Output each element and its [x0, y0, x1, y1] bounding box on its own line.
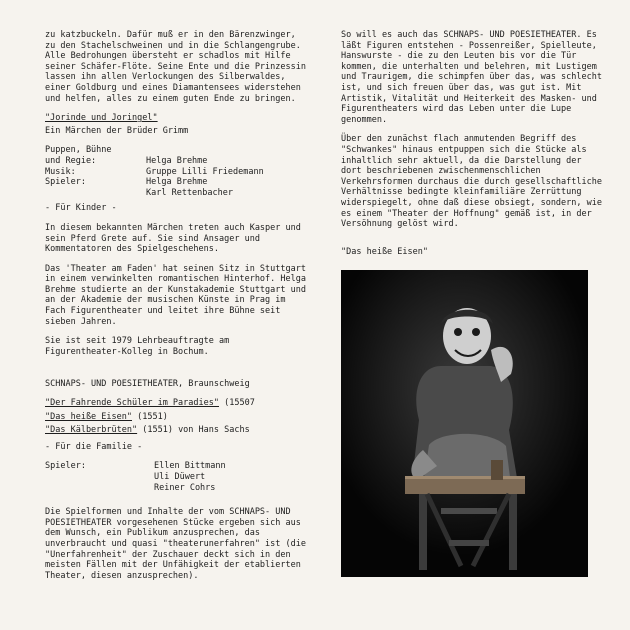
theatre2-description: Die Spielformen und Inhalte der vom SCHNAPS- UND POESIETHEATER vorgesehenen Stücke ergeben sich aus dem Wunsch, ein Publikum anzusprechen, das unverbraucht und quasi "theaterunerfahren" ist (die "Unerfahrenheit" der Zuschauer deckt sich in den meisten Fällen mit der Unfähigkeit der etablierten Theater, diesen anzusprechen).: [45, 507, 306, 581]
work-extra: (15507: [219, 398, 255, 409]
credit-value: Karl Rettenbacher: [146, 187, 233, 198]
credit-label: und Regie:: [45, 155, 97, 166]
credit-value: Ellen Bittmann: [154, 461, 226, 472]
left-column: [45, 30, 307, 590]
play-credits: [45, 145, 307, 198]
credit-label: [45, 483, 154, 494]
work-extra: (1551): [132, 411, 168, 422]
work-title: "Das heiße Eisen": [45, 411, 132, 422]
play-subtitle: Ein Märchen der Brüder Grimm: [45, 125, 189, 136]
credit-value: Helga Brehme: [146, 155, 208, 166]
intro-paragraph: zu katzbuckeln. Dafür muß er in den Bärenzwinger, zu den Stachelschweinen und in die Schlangengrube. Alle Bedrohungen übersteht er schadlos mit Hilfe seiner Schäfer-Flöte. Seine Ente und die Prinzessin lassen ihn allen Verlockungen des Silberwaldes, einer Goldburg und eines Diamantensees widerstehen und helfen, alles zu einem guten Ende zu bringen.: [45, 30, 306, 104]
credit-label: [45, 188, 146, 199]
family-note: - Für die Familie -: [45, 441, 143, 452]
audience-note: - Für Kinder -: [45, 203, 117, 214]
puppet-figure-image: [341, 270, 588, 577]
work-extra: (1551) von Hans Sachs: [137, 425, 250, 436]
right-paragraph-1: So will es auch das SCHNAPS- UND POESIETHEATER. Es läßt Figuren entstehen - Possenreißer, Spielleute, Hanswurste - die zu den Leuten bis vor die Tür kommen, die unterhalten und belehren, mit Lustigem und Traurigem, die schimpfen über das, was schlecht ist, und sich freuen über das, was gut ist. Mit Artistik, Vitalität und Heiterkeit des Masken- und Figurentheaters wird das Leben unter die Lupe genommen.: [341, 30, 602, 125]
credit-value: Gruppe Lilli Friedemann: [146, 166, 264, 177]
credit-label: Spieler:: [45, 177, 86, 188]
theatre-info: Das 'Theater am Faden' hat seinen Sitz in Stuttgart in einem verwinkelten romantischen Hinterhof. Helga Brehme studierte an der Kunstakademie Stuttgart und an der Akademie der musischen Künste in Prag im Fach Figurentheater und leitet ihre Bühne seit sieben Jahren.: [45, 263, 306, 327]
work-item: [45, 412, 307, 423]
play-title: "Jorinde und Joringel": [45, 113, 158, 124]
performance-photo: [341, 270, 588, 577]
work-title: "Der Fahrende Schüler im Paradies": [45, 398, 219, 409]
theatre-heading: SCHNAPS- UND POESIETHEATER, Braunschweig: [45, 379, 250, 390]
credit-value: [146, 145, 307, 156]
play-description: In diesem bekannten Märchen treten auch Kasper und sein Pferd Grete auf. Sie sind Ansager und Kommentatoren des Spielgeschehens.: [45, 222, 301, 255]
credit-label: Puppen, Bühne: [45, 145, 112, 156]
photo-caption: "Das heiße Eisen": [341, 247, 428, 257]
credit-value: Reiner Cohrs: [154, 482, 216, 493]
right-column: [341, 30, 603, 239]
work-item: [45, 398, 307, 409]
works-list: [45, 398, 307, 436]
credit-value: Uli Düwert: [154, 472, 206, 482]
credit-label: Musik:: [45, 166, 76, 177]
teaching-note: Sie ist seit 1979 Lehrbeauftragte am Figurentheater-Kolleg in Bochum.: [45, 336, 230, 357]
work-title: "Das Kälberbrüten": [45, 425, 138, 436]
credit-label: [45, 472, 154, 483]
work-item: [45, 425, 307, 436]
right-paragraph-2: Über den zunächst flach anmutenden Begriff des "Schwankes" hinaus entpuppen sich die Stücke als inhaltlich sehr aktuell, da die Darstellung der dort beschriebenen zwischenmenschlichen Verkehrsformen durchaus die durch gesellschaftliche Verhältnisse bedingte kleinfamiliäre Zerrüttung widerspiegelt, ohne daß diese obsiegt, sondern, wie es einem "Theater der Hoffnung" gemäß ist, in der Versöhnung gelöst wird.: [341, 134, 602, 230]
credit-label: Spieler:: [45, 461, 86, 472]
credit-value: Helga Brehme: [146, 177, 208, 188]
performer-credits: [45, 461, 307, 493]
